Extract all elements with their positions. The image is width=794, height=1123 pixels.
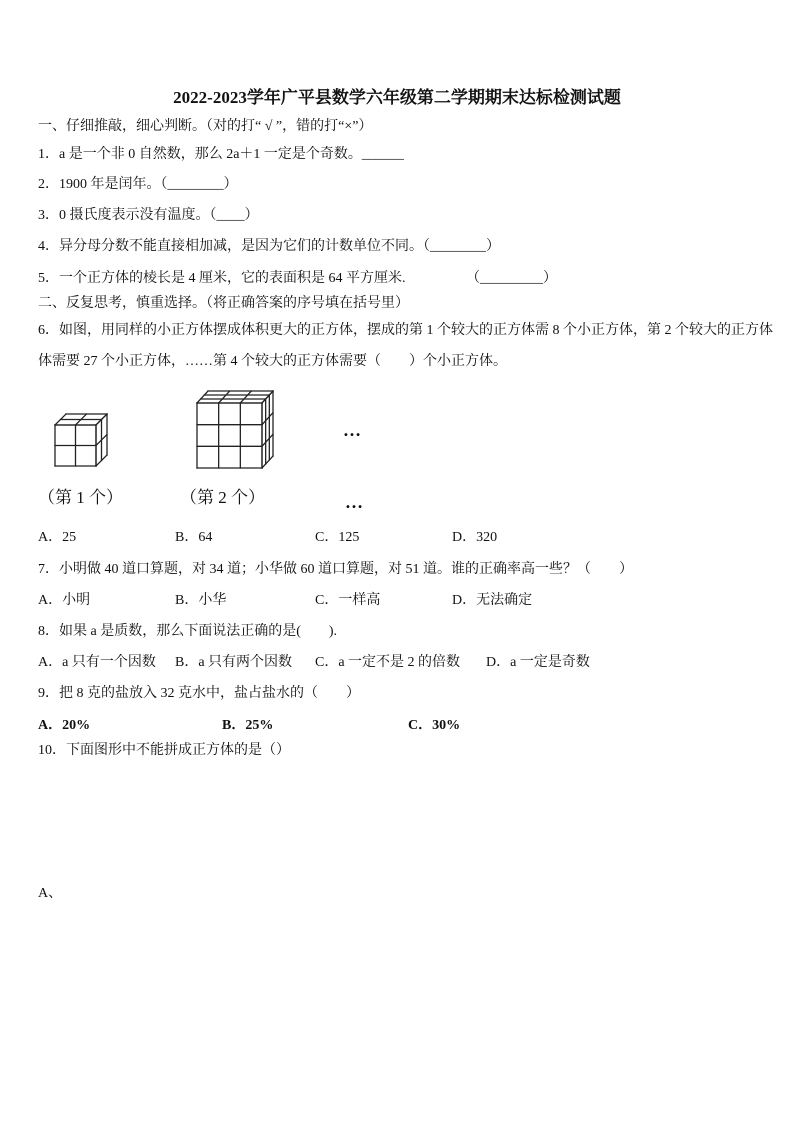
question-7-option-a: A．小明 xyxy=(38,593,91,608)
figure-ellipsis-top: … xyxy=(343,420,361,440)
question-8-option-b: B．a 只有两个因数 xyxy=(175,655,293,670)
cube-side-edge xyxy=(262,413,273,425)
question-7: 7．小明做 40 道口算题，对 34 道；小华做 60 道口算题，对 51 道。谁的正确率高一些？（ ） xyxy=(38,562,633,577)
cube-figure-2 xyxy=(192,386,282,474)
question-8-option-a: A．a 只有一个因数 xyxy=(38,655,156,670)
cube-side-edge xyxy=(262,456,273,468)
question-2: 2．1900 年是闰年。（________） xyxy=(38,177,238,192)
question-6-option-d: D．320 xyxy=(452,530,498,545)
question-8: 8．如果 a 是质数，那么下面说法正确的是( ). xyxy=(38,624,338,639)
cube-top-edge xyxy=(219,391,230,403)
question-7-option-b: B．小华 xyxy=(175,593,227,608)
cube-top-edge xyxy=(262,391,273,403)
question-9-option-c: C．30% xyxy=(408,718,461,733)
question-4: 4．异分母分数不能直接相加减，是因为它们的计数单位不同。（________） xyxy=(38,239,500,254)
question-8-option-d: D．a 一定是奇数 xyxy=(486,655,590,670)
question-5-answer-blank: （_________） xyxy=(466,271,557,286)
question-9-option-a: A．20% xyxy=(38,718,91,733)
page-title: 2022-2023学年广平县数学六年级第二学期期末达标检测试题 xyxy=(173,88,621,107)
cube-label-1: （第 1 个） xyxy=(38,488,123,507)
cube-top-edge xyxy=(240,391,251,403)
cube-side-edge xyxy=(262,434,273,446)
question-10-option-a: A、 xyxy=(38,886,63,901)
cube-top-edge xyxy=(197,391,208,403)
cube-label-2: （第 2 个） xyxy=(180,488,265,507)
question-6-option-c: C．125 xyxy=(315,530,360,545)
section-2-heading: 二、反复思考，慎重选择。（将正确答案的序号填在括号里） xyxy=(38,296,409,311)
question-9-option-b: B．25% xyxy=(222,718,274,733)
question-1: 1．a 是一个非 0 自然数，那么 2a＋1 一定是个奇数。______ xyxy=(38,147,404,162)
figure-ellipsis-bottom: … xyxy=(345,492,363,512)
question-6-line-1: 6．如图，用同样的小正方体摆成体积更大的正方体，摆成的第 1 个较大的正方体需 8 个小正方体，第 2 个较大的正方体 xyxy=(38,323,773,338)
question-9: 9．把 8 克的盐放入 32 克水中，盐占盐水的（ ） xyxy=(38,686,360,701)
section-1-heading: 一、仔细推敲，细心判断。（对的打“ √ ”，错的打“×”） xyxy=(38,119,373,134)
question-7-option-d: D．无法确定 xyxy=(452,593,533,608)
question-7-option-c: C．一样高 xyxy=(315,593,381,608)
question-10: 10．下面图形中不能拼成正方体的是（） xyxy=(38,743,290,758)
question-5: 5．一个正方体的棱长是 4 厘米，它的表面积是 64 平方厘米. xyxy=(38,271,406,286)
question-6-option-a: A．25 xyxy=(38,530,77,545)
question-3: 3．0 摄氏度表示没有温度。（____） xyxy=(38,208,259,223)
question-6-line-2: 体需要 27 个小正方体，……第 4 个较大的正方体需要（ ）个小正方体。 xyxy=(38,354,507,369)
question-8-option-c: C．a 一定不是 2 的倍数 xyxy=(315,655,461,670)
cube-figure-1 xyxy=(50,408,115,472)
question-6-option-b: B．64 xyxy=(175,530,213,545)
